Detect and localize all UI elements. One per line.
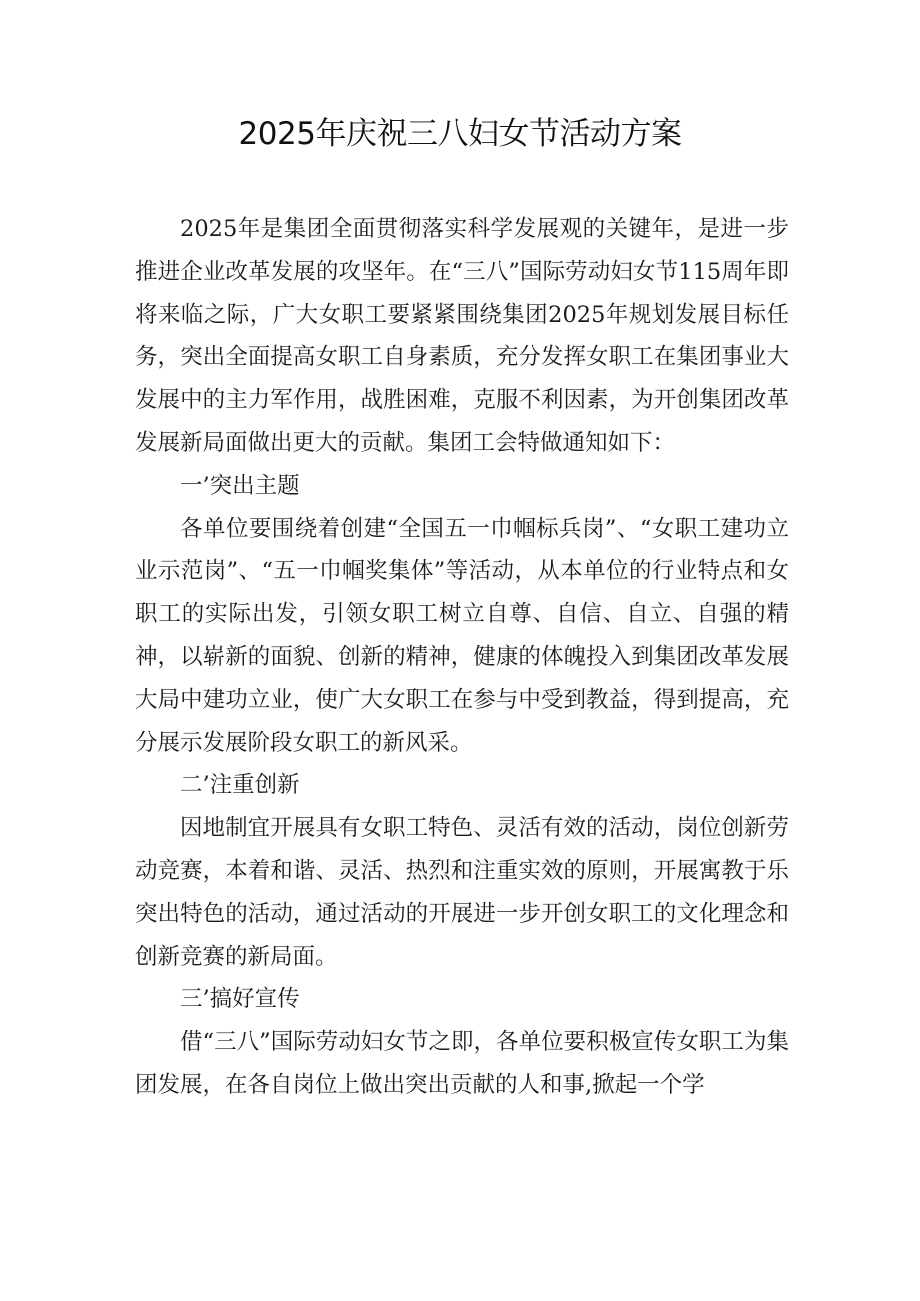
intro-paragraph: 2025年是集团全面贯彻落实科学发展观的关键年，是进一步推进企业改革发展的攻坚年。在“三八”国际劳动妇女节115周年即将来临之际，广大女职工要紧紧围绕集团2025年规划发展目标任务，突出全面提高女职工自身素质，充分发挥女职工在集团事业大发展中的主力军作用，战胜困难，克服不利因素，为开创集团改革发展新局面做出更大的贡献。集团工会特做通知如下： xyxy=(135,216,789,456)
document-title: 2025年庆祝三八妇女节活动方案 xyxy=(238,116,682,152)
section-heading-1: 一’突出主题 xyxy=(180,472,300,499)
section-paragraph-3: 借“三八”国际劳动妇女节之即，各单位要积极宣传女职工为集团发展，在各自岗位上做出突出贡献的人和事,掀起一个学 xyxy=(135,1029,789,1098)
section-paragraph-1: 各单位要围绕着创建“全国五一巾帼标兵岗”、“女职工建功立业示范岗”、“五一巾帼奖集体”等活动，从本单位的行业特点和女职工的实际出发，引领女职工树立自尊、自信、自立、自强的精神，以崭新的面貌、创新的精神，健康的体魄投入到集团改革发展大局中建功立业，使广大女职工在参与中受到教益，得到提高，充分展示发展阶段女职工的新风采。 xyxy=(135,515,789,756)
section-heading-2: 二’注重创新 xyxy=(180,772,300,799)
section-paragraph-2: 因地制宜开展具有女职工特色、灵活有效的活动，岗位创新劳动竞赛，本着和谐、灵活、热烈和注重实效的原则，开展寓教于乐突出特色的活动，通过活动的开展进一步开创女职工的文化理念和创新竞赛的新局面。 xyxy=(135,815,789,970)
document-body xyxy=(135,208,789,1107)
section-heading-3: 三’搞好宣传 xyxy=(180,986,300,1013)
